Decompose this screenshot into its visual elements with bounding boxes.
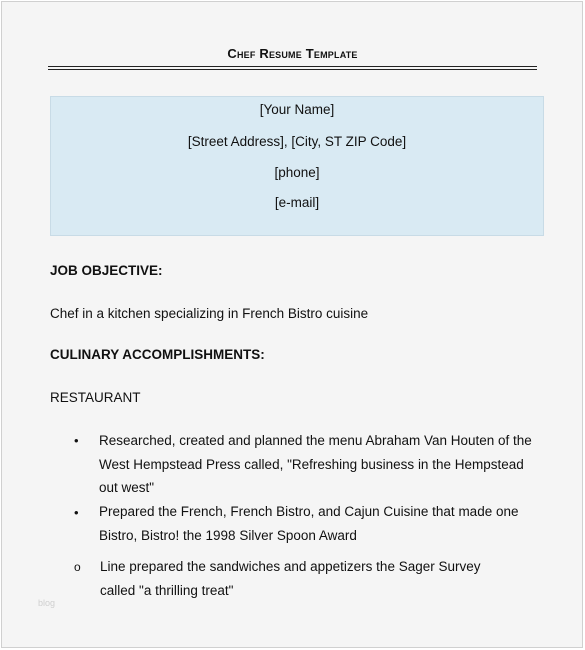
objective-text: Chef in a kitchen specializing in French Bistro cuisine <box>50 306 369 321</box>
list-item <box>99 500 539 547</box>
contact-phone: [phone] <box>274 165 320 180</box>
list-item-line: Researched, created and planned the menu Abraham Van Houten of the <box>99 433 532 448</box>
objective-heading: JOB OBJECTIVE: <box>50 263 163 278</box>
bullet-marker: • <box>74 433 79 448</box>
contact-name: [Your Name] <box>259 102 335 117</box>
list-item-line: Prepared the French, French Bistro, and Cajun Cuisine that made one <box>99 504 519 519</box>
list-item-line: out west" <box>99 480 155 495</box>
document-title: Chef Resume Template <box>227 46 358 61</box>
sub-bullet-marker: o <box>74 560 81 574</box>
contact-email: [e-mail] <box>274 195 320 210</box>
list-item-line: West Hempstead Press called, "Refreshing business in the Hempstead <box>99 456 524 472</box>
watermark: blog <box>38 598 56 608</box>
list-item-line: called "a thrilling treat" <box>100 582 234 598</box>
list-item-line: Bistro, Bistro! the 1998 Silver Spoon Award <box>99 527 357 543</box>
list-item-line: Line prepared the sandwiches and appetizers the Sager Survey <box>100 559 481 574</box>
list-item <box>100 555 540 602</box>
contact-address: [Street Address], [City, ST ZIP Code] <box>187 134 407 149</box>
contact-box <box>50 96 544 236</box>
accomplishments-heading: CULINARY ACCOMPLISHMENTS: <box>50 347 265 362</box>
title-rule-top <box>48 66 537 67</box>
title-rule-bottom <box>48 69 537 70</box>
restaurant-subheading: RESTAURANT <box>50 390 141 405</box>
list-item <box>99 429 539 500</box>
bullet-marker: • <box>74 505 79 520</box>
